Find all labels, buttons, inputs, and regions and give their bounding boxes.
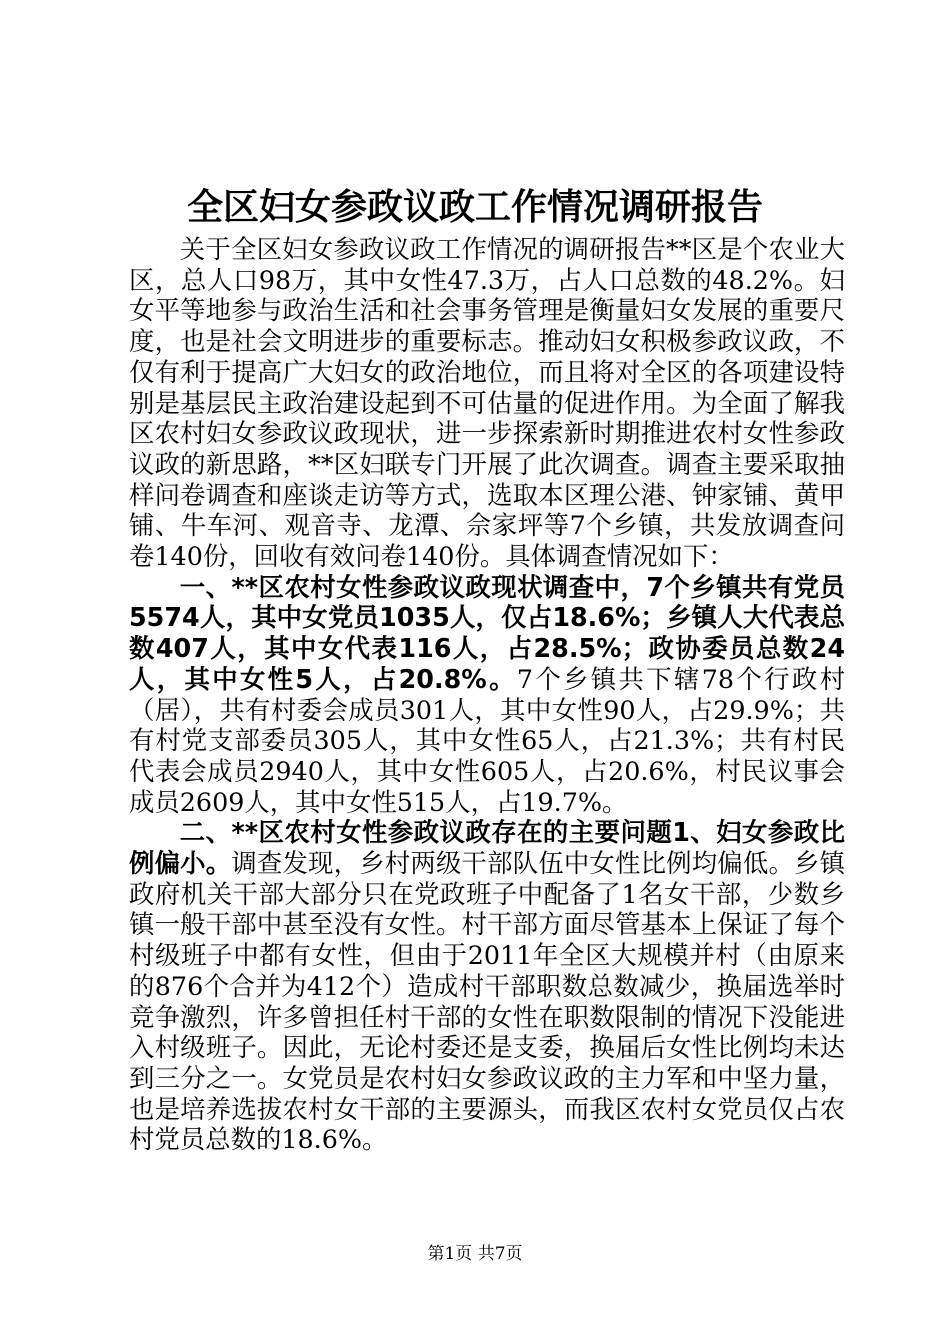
section-one-text: 7个乡镇共下辖78个行政村（居），共有村委会成员301人，其中女性90人，占29.9%；共有村党支部委员305人，其中女性65人，占21.3%；共有村民代表会成员2940人，其中女性605人，占20.6%，村民议事会成员2609人，其中女性515人，占19.7%。 [129, 663, 845, 817]
section-two-heading: 二、**区农村女性参政议政存在的主要问题1、妇女参政比例偏小。 [129, 817, 845, 879]
paragraph-intro [129, 234, 845, 572]
document-body [129, 234, 845, 1155]
paragraph-intro-text: 关于全区妇女参政议政工作情况的调研报告**区是个农业大区，总人口98万，其中女性47.3万，占人口总数的48.2%。妇女平等地参与政治生活和社会事务管理是衡量妇女发展的重要尺度，也是社会文明进步的重要标志。推动妇女积极参政议政，不仅有利于提高广大妇女的政治地位，而且将对全区的各项建设特别是基层民主政治建设起到不可估量的促进作用。为全面了解我区农村妇女参政议政现状，进一步探索新时期推进农村女性参政议政的新思路，**区妇联专门开展了此次调查。调查主要采取抽样问卷调查和座谈走访等方式，选取本区理公港、钟家铺、黄甲铺、牛车河、观音寺、龙潭、佘家坪等7个乡镇，共发放调查问卷140份，回收有效问卷140份。具体调查情况如下： [129, 234, 845, 572]
page-number-footer: 第1页 共7页 [427, 1244, 523, 1264]
section-one-heading: 一、**区农村女性参政议政现状调查中，7个乡镇共有党员5574人，其中女党员1035人，仅占18.6%；乡镇人大代表总数407人，其中女代表116人，占28.5%；政协委员总数24人，其中女性5人，占20.8%。 [129, 571, 845, 694]
paragraph-section-two [129, 817, 845, 1155]
paragraph-section-one [129, 572, 845, 818]
page-title: 全区妇女参政议政工作情况调研报告 [186, 186, 763, 228]
section-two-text: 调查发现，乡村两级干部队伍中女性比例均偏低。乡镇政府机关干部大部分只在党政班子中配备了1名女干部，少数乡镇一般干部中甚至没有女性。村干部方面尽管基本上保证了每个村级班子中都有女性，但由于2011年全区大规模并村（由原来的876个合并为412个）造成村干部职数总数减少，换届选举时竞争激烈，许多曾担任村干部的女性在职数限制的情况下没能进入村级班子。因此，无论村委还是支委，换届后女性比例均未达到三分之一。女党员是农村妇女参政议政的主力军和中坚力量，也是培养选拔农村女干部的主要源头，而我区农村女党员仅占农村党员总数的18.6%。 [129, 848, 845, 1155]
